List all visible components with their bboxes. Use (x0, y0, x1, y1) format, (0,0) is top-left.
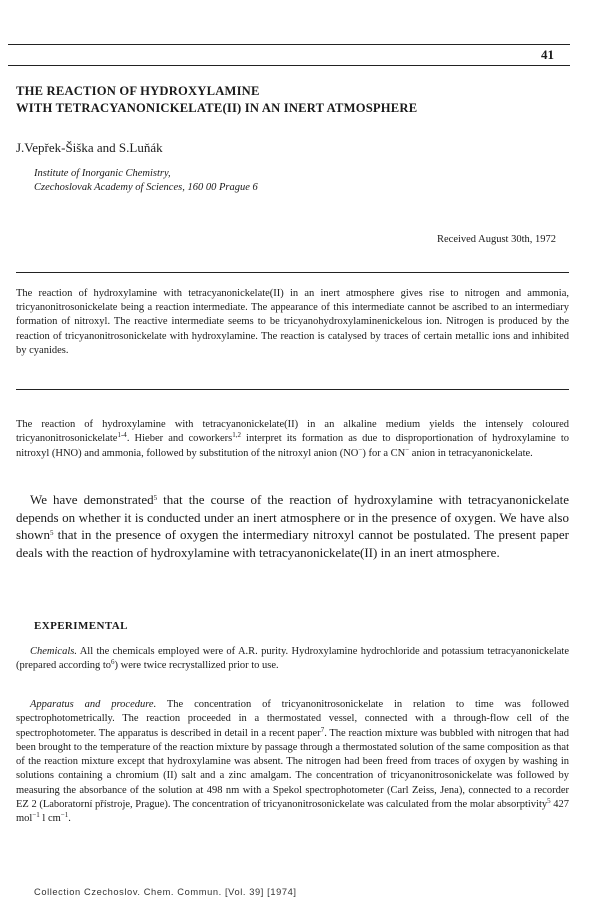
article-title (16, 83, 576, 117)
title-line-1: THE REACTION OF HYDROXYLAMINE (16, 84, 260, 98)
apparatus-text-a: The concentration of tricyanonitrosonickelate in relation to time was followed spectrophotometrically. The reaction proceeded in a thermostated vessel, connected with a through-flow cell of the spectrophotometer. The apparatus is described in detail in a recent paper (16, 699, 569, 739)
apparatus-paragraph (16, 698, 569, 827)
affiliation (34, 167, 258, 195)
chemicals-text-b: ) were twice recrystallized prior to use. (114, 660, 279, 672)
citation-ref: 5 (547, 797, 551, 806)
apparatus-text-d: l cm (39, 813, 61, 825)
intro2-text-b: that the course of the reaction of hydroxylamine with tetracyanonickelate depends on whether it is conducted under an inert atmosphere or in the presence of oxygen. We have also shown (16, 492, 569, 543)
abstract: The reaction of hydroxylamine with tetracyanonickelate(II) in an inert atmosphere gives rise to nitrogen and ammonia, tricyanonitrosonickelate being a reaction intermediate. The appearance of this intermediate cannot be ascribed to an intermediary formation of nitroxyl. The reactive intermediate seems to be tricyanohydroxylaminenickelous ion. Nitrogen is produced by the reaction of tricyanonitrosonickelate with hydroxylamine. The reaction is catalysed by traces of certain metallic ions and inhibited by cyanides. (16, 288, 569, 356)
experimental-heading: EXPERIMENTAL (34, 620, 128, 632)
apparatus-text-c: 427 mol (16, 799, 570, 825)
affiliation-line-1: Institute of Inorganic Chemistry, (34, 168, 171, 179)
unit-superscript: −1 (60, 811, 69, 820)
journal-footer: Collection Czechoslov. Chem. Commun. [Vol. 39] [1974] (34, 887, 297, 897)
apparatus-text-e: . (68, 813, 71, 825)
intro1-text-a: The reaction of hydroxylamine with tetracyanonickelate(II) in an alkaline medium yields the intensely coloured tricyanonitrosonickelate (16, 419, 569, 445)
citation-ref: 1,2 (232, 431, 241, 440)
intro1-text-d: ) for a CN (362, 447, 406, 459)
chemicals-paragraph (16, 645, 569, 674)
citation-ref: 1-4 (117, 431, 127, 440)
page-number: 41 (541, 47, 554, 62)
citation-ref: 6 (111, 658, 115, 667)
title-line-2: WITH TETRACYANONICKELATE(II) IN AN INERT ATMOSPHERE (16, 101, 418, 115)
citation-ref: 7 (320, 725, 325, 734)
intro2-text-c: that in the presence of oxygen the intermediary nitroxyl cannot be postulated. The present paper deals with the reaction of hydroxylamine with tetracyanonickelate(II) in an inert atmosphere. (16, 527, 569, 560)
charge-superscript: − (358, 445, 363, 454)
unit-superscript: −1 (32, 811, 40, 820)
charge-superscript: − (405, 445, 410, 454)
abstract-top-rule (16, 272, 569, 273)
intro2-text-a: We have demonstrated (30, 492, 154, 507)
chemicals-lead: Chemicals. (30, 646, 77, 657)
intro1-text-c: interpret its formation as due to disproportionation of hydroxylamine to nitroxyl (HNO) and ammonia, followed by substitution of the nitroxyl anion (NO (16, 433, 569, 459)
citation-ref: 5 (153, 494, 158, 502)
apparatus-text-b: . The reaction mixture was bubbled with nitrogen that had been brought to the temperature of the reaction mixture by passage through a thermostated solution of the same composition as that of the reaction mixture except that hydroxylamine was absent. The nitrogen had been freed from traces of oxygen by washing in solutions containing a chromium (II) salt and a zinc amalgam. The concentration of tricyanonitrosonickelate was followed by measuring the absorbance of the solution at 498 nm with a Spekol spectrophotometer (Carl Zeiss, Jena), connected to a recorder EZ 2 (Laboratorní přístroje, Prague). The concentration of tricyanonitrosonickelate was calculated from the molar absorptivity (16, 727, 569, 811)
authors: J.Vepřek-Šiška and S.Luňák (16, 140, 163, 155)
citation-ref: 5 (49, 529, 54, 538)
intro-paragraph-2 (16, 491, 569, 561)
apparatus-lead: Apparatus and procedure. (30, 699, 157, 710)
top-rule (8, 44, 570, 45)
received-date: Received August 30th, 1972 (437, 234, 556, 245)
affiliation-line-2: Czechoslovak Academy of Sciences, 160 00 Prague 6 (34, 182, 258, 193)
intro1-text-e: anion in tetracyanonickelate. (409, 447, 533, 459)
header-rule (8, 65, 570, 66)
intro1-text-b: . Hieber and coworkers (126, 433, 233, 445)
chemicals-text-a: All the chemicals employed were of A.R. purity. Hydroxylamine hydrochloride and potassium tetracyanonickelate (prepared according to (16, 646, 569, 672)
abstract-bottom-rule (16, 389, 569, 390)
intro-paragraph-1 (16, 418, 569, 461)
